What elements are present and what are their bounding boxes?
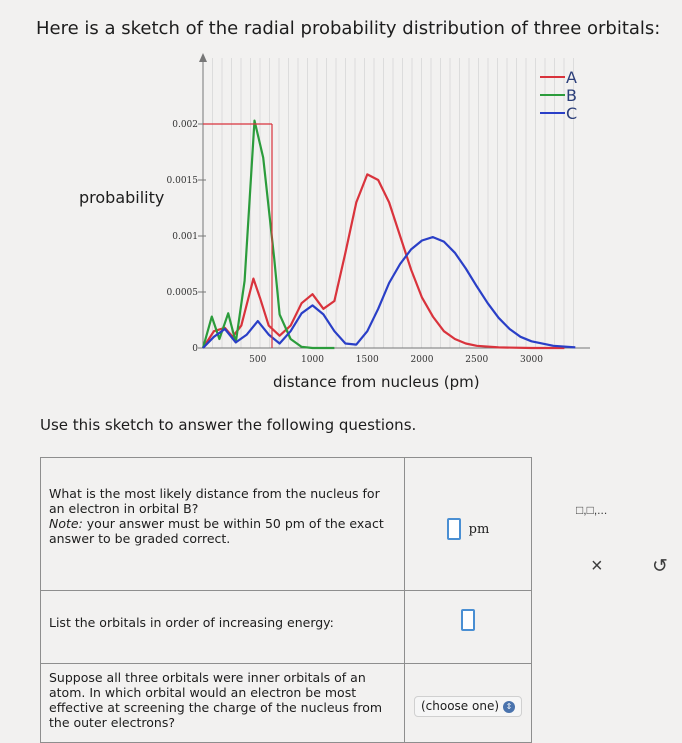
page-heading: Here is a sketch of the radial probability distribution of three orbitals: bbox=[36, 18, 661, 39]
unit-label: pm bbox=[468, 521, 490, 537]
y-axis-arrow bbox=[199, 53, 207, 62]
list-format-button[interactable]: □,□,... bbox=[576, 503, 608, 517]
question-1-text: What is the most likely distance from the nucleus for an electron in orbital B? bbox=[49, 486, 380, 516]
y-tick-label: 0.001 bbox=[172, 232, 198, 242]
orbital-b-distance-input[interactable] bbox=[447, 518, 461, 540]
chart-legend bbox=[540, 68, 577, 123]
y-tick-label: 0.002 bbox=[172, 120, 198, 130]
clear-icon[interactable]: × bbox=[591, 555, 603, 577]
x-tick-label: 1500 bbox=[355, 355, 379, 365]
x-tick-label: 500 bbox=[249, 355, 267, 365]
series-line-b bbox=[203, 121, 334, 348]
x-tick-label: 2500 bbox=[465, 355, 489, 365]
question-row-1 bbox=[41, 458, 532, 591]
question-3-text: Suppose all three orbitals were inner orbitals of an atom. In which orbital would an electron be most effective at screening the charge of the nucleus from the outer electrons? bbox=[49, 670, 383, 730]
question-row-3 bbox=[41, 664, 532, 743]
x-tick-label: 3000 bbox=[520, 355, 543, 365]
x-tick-label: 1000 bbox=[301, 355, 324, 365]
chart-series bbox=[203, 121, 575, 348]
y-tick-label: 0 bbox=[192, 344, 198, 354]
legend-label-c: C bbox=[566, 104, 578, 123]
y-axis-label: probability bbox=[79, 188, 165, 207]
question-row-2 bbox=[41, 591, 532, 664]
y-tick-label: 0.0015 bbox=[166, 176, 198, 186]
energy-order-input[interactable] bbox=[461, 609, 475, 631]
question-table bbox=[40, 457, 532, 743]
answer-toolbox bbox=[550, 473, 682, 591]
x-tick-label: 2000 bbox=[410, 355, 434, 365]
note-label: Note: bbox=[49, 516, 83, 531]
x-axis-label: distance from nucleus (pm) bbox=[273, 373, 480, 391]
legend-label-a: A bbox=[566, 68, 577, 87]
chevron-updown-icon: ⇕ bbox=[503, 701, 515, 713]
undo-icon[interactable]: ↺ bbox=[652, 556, 668, 577]
y-tick-label: 0.0005 bbox=[166, 288, 198, 298]
legend-label-b: B bbox=[566, 86, 577, 105]
screening-orbital-select[interactable] bbox=[414, 696, 522, 717]
instruction-text: Use this sketch to answer the following questions. bbox=[40, 416, 417, 434]
select-value: (choose one) bbox=[420, 699, 500, 713]
note-text: your answer must be within 50 pm of the exact answer to be graded correct. bbox=[49, 516, 384, 546]
question-2-text: List the orbitals in order of increasing energy: bbox=[49, 615, 334, 630]
